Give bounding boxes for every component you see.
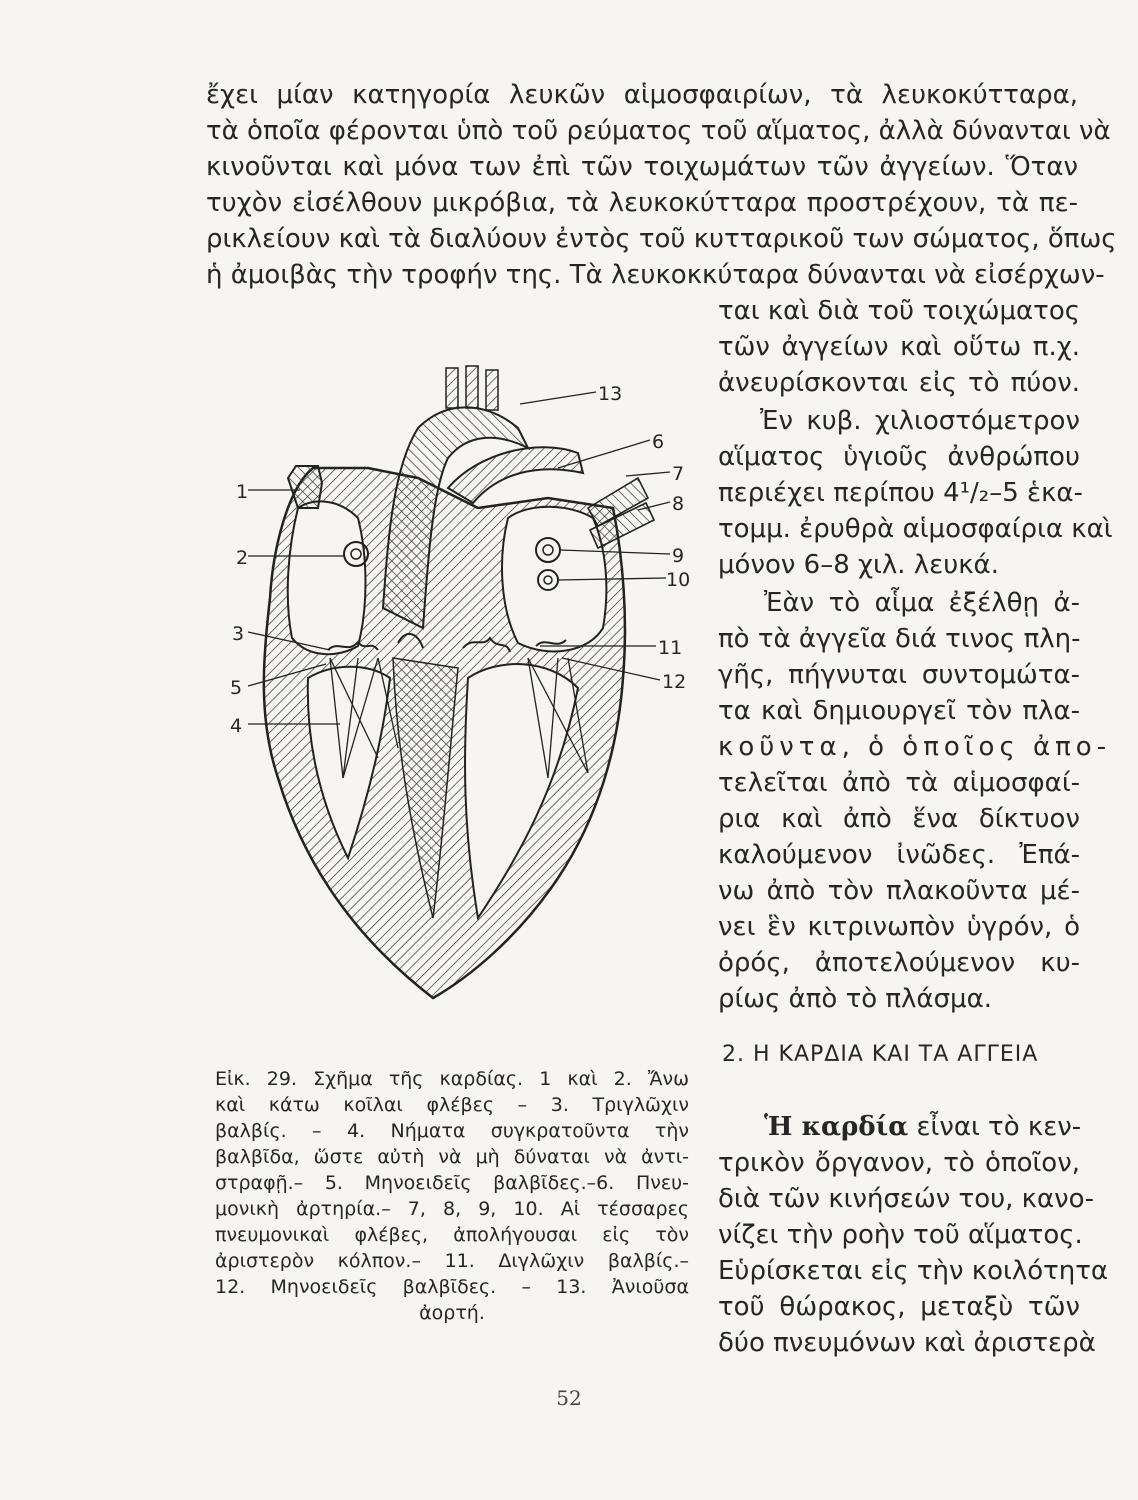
text-line: κοῦντα, ὁ ὁποῖος ἀπο-	[718, 732, 1112, 762]
text-line: γῆς, πήγνυται συντομώτα-	[718, 660, 1080, 690]
text-line: τομμ. ἐρυθρὰ αἱμοσφαίρια καὶ	[718, 514, 1113, 544]
text-line: περιέχει περίπου 4¹/₂–5 ἑκα-	[718, 478, 1083, 508]
caption-line: βαλβίς. – 4. Νήματα συγκρατοῦντα τὴν	[215, 1120, 689, 1142]
caption-line: ἀορτή.	[419, 1302, 485, 1324]
right-atrium	[288, 501, 366, 654]
figure-label: 11	[658, 637, 683, 659]
text-line: τυχὸν εἰσέλθουν μικρόβια, τὰ λευκοκύτταρα προστρέχουν, τὰ πε-	[206, 188, 1078, 218]
figure-label: 13	[598, 383, 623, 405]
caption-line: καὶ κάτω κοῖλαι φλέβες – 3. Τριγλῶχιν	[215, 1094, 689, 1116]
text-line: ρικλείουν καὶ τὰ διαλύουν ἐντὸς τοῦ κυτταρικοῦ των σώματος, ὅπως	[206, 224, 1117, 254]
text-line: τρικὸν ὄργανον, τὸ ὁποῖον,	[718, 1148, 1080, 1178]
pulmonary-artery	[448, 447, 583, 503]
caption-line: πνευμονικαὶ φλέβες, ἀπολήγουσαι εἰς τὸν	[215, 1224, 689, 1246]
text-line: τελεῖται ἀπὸ τὰ αἱμοσφαί-	[718, 768, 1080, 798]
figure-label: 3	[232, 623, 245, 645]
caption-line: 12. Μηνοειδεῖς βαλβῖδες. – 13. Ἀνιοῦσα	[215, 1276, 689, 1298]
figure-label: 5	[230, 677, 243, 699]
text-line	[764, 1110, 1080, 1144]
figure-label: 4	[230, 715, 243, 737]
text-line: κινοῦνται καὶ μόνα των ἐπὶ τῶν τοιχωμάτων τῶν ἀγγείων. Ὅταν	[206, 152, 1078, 182]
text-line: νω ἀπὸ τὸν πλακοῦντα μέ-	[718, 876, 1080, 906]
text-line: τῶν ἀγγείων καὶ οὕτω π.χ.	[718, 332, 1080, 362]
text-line: νει ἓν κιτρινωπὸν ὑγρόν, ὁ	[718, 912, 1080, 942]
aorta-branch	[446, 368, 458, 408]
pulmonary-veins	[588, 478, 654, 548]
heart-diagram	[218, 358, 698, 1038]
text-line: ρίως ἀπὸ τὸ πλάσμα.	[718, 984, 992, 1014]
section-heading: 2. Η ΚΑΡΔΙΑ ΚΑΙ ΤΑ ΑΓΓΕΙΑ	[722, 1042, 1039, 1067]
text-line: δύο πνευμόνων καὶ ἀριστερὰ	[718, 1328, 1096, 1358]
aorta-branch	[486, 370, 498, 410]
caption-line: βαλβῖδα, ὥστε αὐτὴ νὰ μὴ δύναται νὰ ἀντι-	[215, 1146, 689, 1168]
figure-label: 9	[672, 545, 685, 567]
figure-label: 12	[662, 671, 687, 693]
text-line: τα καὶ δημιουργεῖ τὸν πλα-	[718, 696, 1080, 726]
text-line: αἵματος ὑγιοῦς ἀνθρώπου	[718, 442, 1080, 472]
figure-label: 7	[672, 463, 685, 485]
caption-line: μονικὴ ἀρτηρία.– 7, 8, 9, 10. Αἱ τέσσαρες	[215, 1198, 689, 1220]
figure-label: 2	[236, 547, 249, 569]
text-line: ὀρός, ἀποτελούμενον κυ-	[718, 948, 1080, 978]
figure-label: 6	[652, 431, 665, 453]
figure-label: 8	[672, 493, 685, 515]
text-line: Εὑρίσκεται εἰς τὴν κοιλότητα	[718, 1256, 1109, 1286]
text-line: μόνον 6–8 χιλ. λευκά.	[718, 550, 999, 580]
text-line: ται καὶ διὰ τοῦ τοιχώματος	[718, 296, 1081, 326]
caption-line: ἀριστερὸν κόλπον.– 11. Διγλῶχιν βαλβίς.–	[215, 1250, 689, 1272]
bold-term: Ἡ καρδία	[764, 1112, 909, 1142]
text-line: τοῦ θώρακος, μεταξὺ τῶν	[718, 1292, 1080, 1322]
text-line: πὸ τὰ ἀγγεῖα διά τινος πλη-	[718, 624, 1081, 654]
aorta-branch	[466, 366, 478, 408]
caption-line: στραφῇ.– 5. Μηνοειδεῖς βαλβῖδες.–6. Πνευ-	[215, 1172, 689, 1194]
text-line: καλούμενον ἰνῶδες. Ἐπά-	[718, 840, 1080, 870]
text-line: ρια καὶ ἀπὸ ἕνα δίκτυον	[718, 804, 1080, 834]
text-line: Ἐν κυβ. χιλιοστόμετρον	[760, 406, 1080, 436]
caption-line: Εἰκ. 29. Σχῆμα τῆς καρδίας. 1 καὶ 2. Ἄνω	[215, 1068, 689, 1090]
text-fragment: εἶναι τὸ κεν-	[916, 1112, 1082, 1142]
text-line: νίζει τὴν ροὴν τοῦ αἵματος.	[718, 1220, 1083, 1250]
text-line: Ἐὰν τὸ αἷμα ἐξέλθῃ ἀ-	[764, 588, 1080, 618]
text-line: ἔχει μίαν κατηγορία λευκῶν αἱμοσφαιρίων, τὰ λευκοκύτταρα,	[206, 80, 1078, 110]
text-line: διὰ τῶν κινήσεών του, κανο-	[718, 1184, 1094, 1214]
page-number: 52	[556, 1386, 582, 1410]
figure-label: 10	[666, 569, 691, 591]
text-line: τὰ ὁποῖα φέρονται ὑπὸ τοῦ ρεύματος τοῦ αἵματος, ἀλλὰ δύνανται νὰ	[206, 116, 1111, 146]
text-line: ἡ ἀμοιβὰς τὴν τροφήν της. Τὰ λευκοκκύταρα δύνανται νὰ εἰσέρχων-	[206, 260, 1105, 290]
figure-label: 1	[236, 481, 249, 503]
text-line: ἀνευρίσκονται εἰς τὸ πύον.	[718, 368, 1080, 398]
